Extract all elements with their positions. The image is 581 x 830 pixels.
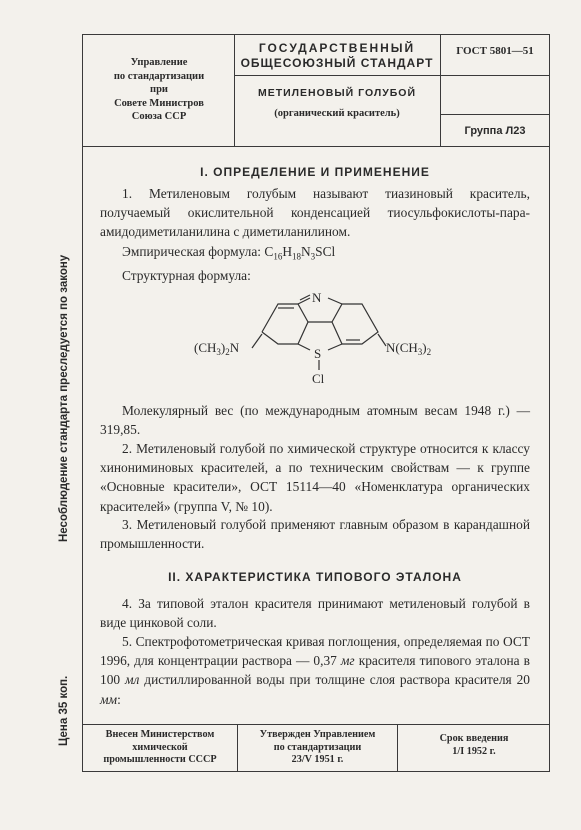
standard-type [236,41,438,71]
empirical-formula [264,244,336,262]
header-divider-right [440,34,441,146]
legal-notice: Несоблюдение стандарта преследуется по закону [58,254,70,542]
introduced-by-line: промышленности СССР [103,754,217,765]
introduced-by-line: химической [132,741,188,753]
header-bottom-rule [82,146,550,147]
molecular-weight-text: Молекулярный вес (по международным атомным весам 1948 г.) — 319,85. [100,403,530,438]
structural-formula-diagram [190,290,450,390]
paragraph-1-text: 1. Метиленовым голубым называют тиазиновый краситель, получаемый окислительной конденсацией тиосульфокислоты-пара-амидодиметиланилина с диметиланилином. [100,186,530,240]
paragraph-2 [100,439,530,516]
header-mid-rule [234,75,550,76]
formula-c-count: 16 [273,251,283,262]
left-dimethylamino-group: $(CH_3)_2N$ [194,340,240,357]
section-2-title: II. ХАРАКТЕРИСТИКА ТИПОВОГО ЭТАЛОНА [168,570,462,584]
authority-line: Совете Министров [114,97,204,109]
group-code: Группа Л23 [464,125,526,137]
paragraph-5-text-c: дистиллированной воды при толщине слоя раствора красителя 20 [144,672,530,688]
introduced-by [84,729,236,767]
approved-by-line: Утвержден Управлением [259,729,376,740]
structural-formula-label: Структурная формула: [122,268,251,283]
ring-s-atom: S [314,346,322,361]
product-name: МЕТИЛЕНОВЫЙ ГОЛУБОЙ [257,87,417,99]
molecular-weight [100,401,530,439]
approved-by-line: по стандартизации [273,741,362,753]
effective-date-label: Срок введения [439,733,509,744]
paragraph-5-colon: : [117,691,121,707]
paragraph-5-text-a: 5. Спектрофотометрическая кривая поглощения, определяемая по ОСТ 1996, для концентрации раствора — 0,37 [100,634,530,669]
right-dimethylamino-group: $N(CH_3)_2$ [386,340,432,357]
approved-by-line: 23/V 1951 г. [291,754,344,765]
chloride-atom: Cl [312,371,325,386]
price-label: Цена 35 коп. [58,675,70,746]
header-divider-left [234,34,235,146]
paragraph-4 [100,594,530,632]
formula-h-count: 18 [291,251,301,262]
section-1-title: I. ОПРЕДЕЛЕНИЕ И ПРИМЕНЕНИЕ [200,165,430,179]
header-group-rule [440,114,550,115]
formula-h: H [282,244,292,259]
paragraph-2-text: 2. Метиленовый голубой по химической структуре относится к классу хинониминовых красителей, а по техническим свойствам — к группе «Основные красители», ОСТ 15114—40 «Номенклатура органических красителей» (группа V, № 10). [100,441,530,514]
issuing-authority [86,56,232,124]
formula-n: N [300,244,311,259]
empirical-formula-line [122,242,522,267]
formula-rest: SCl [315,244,336,259]
footer-divider-2 [397,724,398,772]
introduced-by-line: Внесен Министерством [105,729,215,740]
unit-mm: мм [100,691,118,707]
standard-type-line1: ГОСУДАРСТВЕННЫЙ [258,41,416,55]
footer-top-rule [82,724,550,725]
effective-date-value: 1/I 1952 г. [452,745,496,757]
paragraph-3 [100,515,530,553]
footer-divider-1 [237,724,238,772]
paragraph-4-text: 4. За типовой эталон красителя принимают метиленовый голубой в виде цинковой соли. [100,596,530,631]
unit-ml: мл [124,672,140,688]
paragraph-5-text-b: красителя типового эталона в 100 [100,653,530,688]
authority-line: Союза ССР [131,111,187,122]
approved-by [239,729,396,767]
empirical-label: Эмпирическая формула: [122,244,262,259]
paragraph-1 [100,184,530,242]
paragraph-5 [100,632,530,709]
authority-line: Управление [130,57,188,68]
ring-n-atom: N [312,290,322,305]
standard-type-line2: ОБЩЕСОЮЗНЫЙ СТАНДАРТ [240,56,434,70]
unit-mg: мг [340,653,355,669]
paragraph-3-text: 3. Метиленовый голубой применяют главным образом в карандашной промышленности. [100,517,530,552]
authority-line: по стандартизации [113,70,205,82]
formula-c: C [264,244,274,259]
formula-n-count: 3 [310,251,316,262]
gost-number: ГОСТ 5801—51 [456,45,534,57]
effective-date [399,733,549,758]
authority-line: при [150,84,168,95]
product-subtitle: (органический краситель) [274,108,400,119]
